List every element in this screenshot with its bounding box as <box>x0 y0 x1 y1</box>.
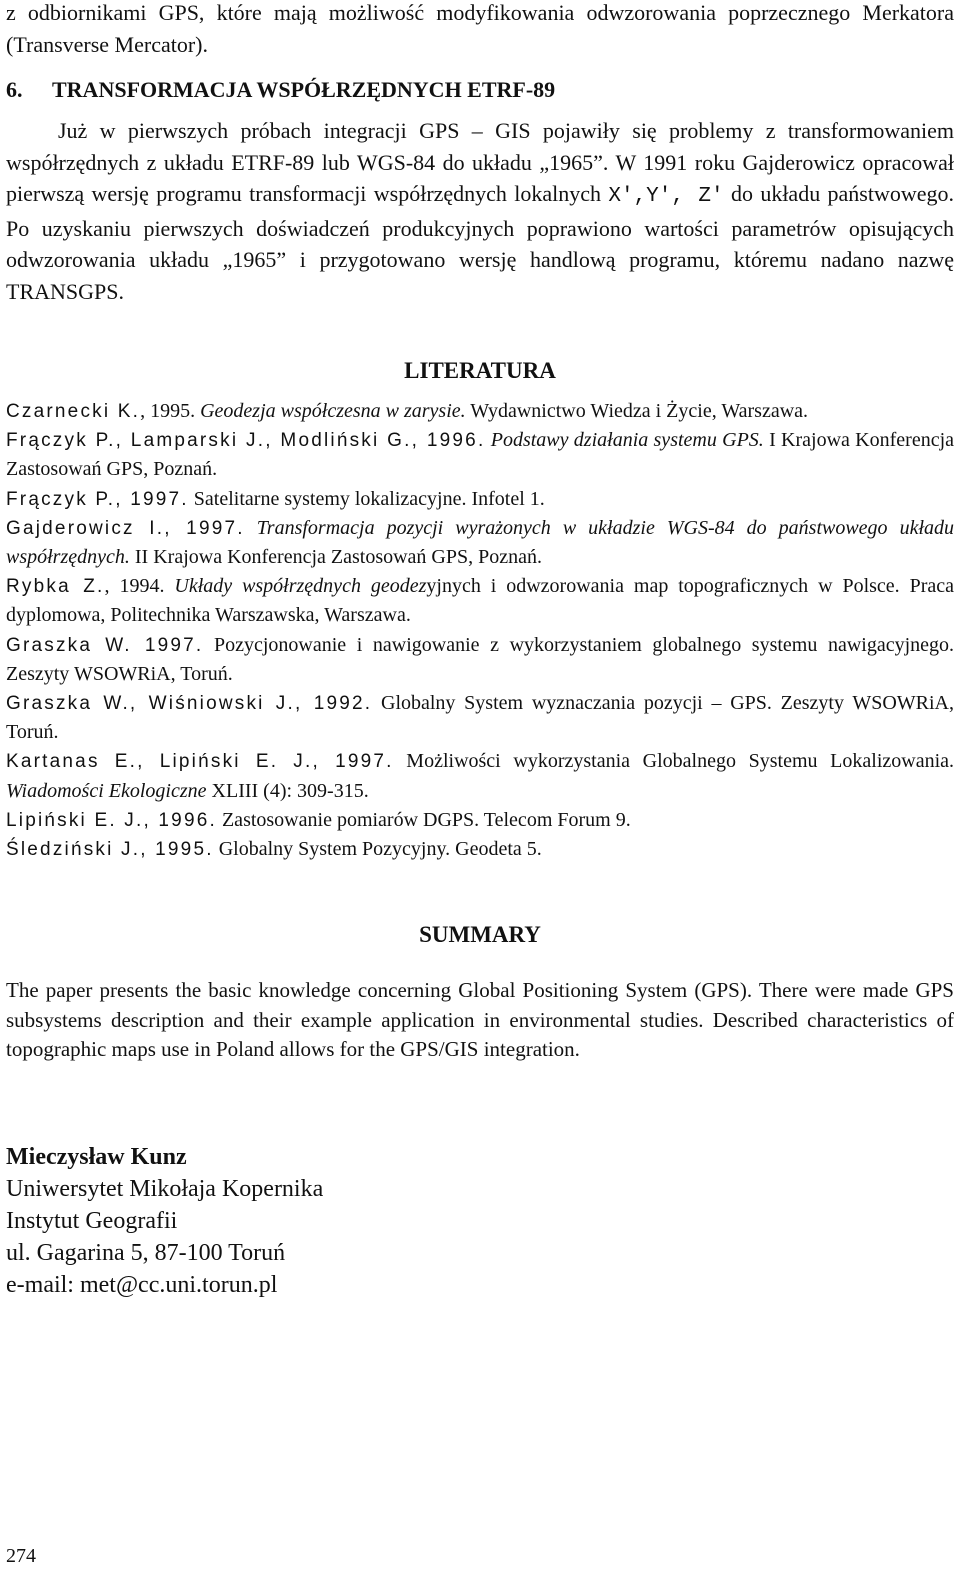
author-university: Uniwersytet Mikołaja Kopernika <box>6 1175 324 1202</box>
section-number: 6. <box>6 77 23 102</box>
intro-paragraph: z odbiornikami GPS, które mają możliwość modyfikowania odwzorowania poprzecznego Merkatora (Transverse Mercator). <box>6 0 954 57</box>
reference-journal-tail: XLIII (4): 309-315. <box>211 779 369 802</box>
author-address <box>6 1141 954 1301</box>
reference-item <box>6 426 954 484</box>
section-paragraph-part-a: Już w pierwszych próbach integracji GPS – GIS pojawiły się problemy z transformowaniem współrzędnych z układu ETRF-89 lub WGS-84 do układu „1965”. W 1991 roku Gajderowicz opracował pierwszą wersję programu transformacji współrzędnych lokalnych <box>6 118 954 206</box>
reference-title: Transformacja pozycji wyrażonych w układzie WGS-84 do państwowego układu współrzędnych. <box>6 516 955 569</box>
reference-list <box>6 397 954 864</box>
reference-rest: Możliwości wykorzystania Globalnego Systemu Lokalizowania. <box>406 750 954 773</box>
coordinate-symbols: X',Y', Z' <box>608 185 724 208</box>
reference-item <box>6 631 954 689</box>
author-email: e-mail: met@cc.uni.torun.pl <box>6 1271 278 1298</box>
reference-year: , 1995. <box>140 400 196 422</box>
section-heading <box>6 74 954 105</box>
reference-author: Frączyk P., 1997. <box>6 488 189 510</box>
reference-item <box>6 689 954 747</box>
reference-rest: Satelitarne systemy lokalizacyjne. Infotel 1. <box>193 487 545 510</box>
reference-author: Frączyk P., Lamparski J., Modliński G., 1996. <box>6 430 486 452</box>
reference-author: Graszka W., Wiśniowski J., 1992. <box>6 693 373 715</box>
reference-item <box>6 572 954 630</box>
reference-author: Lipiński E. J., 1996. <box>6 809 217 831</box>
reference-item <box>6 485 954 514</box>
summary-heading: SUMMARY <box>419 922 541 948</box>
literature-heading: LITERATURA <box>404 358 556 383</box>
reference-rest: II Krajowa Konferencja Zastosowań GPS, Poznań. <box>134 546 542 569</box>
summary-paragraph: The paper presents the basic knowledge concerning Global Positioning System (GPS). There were made GPS subsystems description and their example application in environmental studies. Described characteristics of topographic maps use in Poland allows for the GPS/GIS integration. <box>6 978 954 1062</box>
reference-item <box>6 514 954 572</box>
reference-title: Układy współrzędnych geodez <box>174 575 427 598</box>
reference-item <box>6 747 954 805</box>
reference-item <box>6 835 954 864</box>
reference-author: Śledziński J., 1995. <box>6 839 214 861</box>
reference-author: Gajderowicz I., 1997. <box>6 517 245 539</box>
reference-rest: Zastosowanie pomiarów DGPS. Telecom Forum 9. <box>221 808 631 831</box>
page-number: 274 <box>6 1545 36 1567</box>
reference-journal: Wiadomości Ekologiczne <box>6 779 207 802</box>
reference-author: Rybka Z. <box>6 576 105 598</box>
reference-author: Graszka W. 1997. <box>6 634 204 656</box>
reference-author: Kartanas E., Lipiński E. J., 1997. <box>6 751 394 773</box>
reference-year: , 1994. <box>104 575 165 598</box>
author-institute: Instytut Geografii <box>6 1207 178 1234</box>
reference-item <box>6 806 954 835</box>
reference-rest: yjnych i odwzorowania map topograficznych w Polsce. Praca dyplomowa, Politechnika Warszawska, Warszawa. <box>6 575 955 627</box>
section-title: TRANSFORMACJA WSPÓŁRZĘDNYCH ETRF-89 <box>52 77 556 102</box>
reference-rest: Globalny System Pozycyjny. Geodeta 5. <box>218 838 542 861</box>
reference-rest: Globalny System wyznaczania pozycji – GPS. Zeszyty WSOWRiA, Toruń. <box>6 692 954 744</box>
reference-rest: Wydawnictwo Wiedza i Życie, Warszawa. <box>470 400 809 422</box>
reference-item <box>6 397 954 426</box>
section-paragraph <box>6 115 954 307</box>
reference-rest: Pozycjonowanie i nawigowanie z wykorzystaniem globalnego systemu nawigacyjnego. Zeszyty WSOWRiA, Toruń. <box>6 633 955 685</box>
reference-author: Czarnecki K. <box>6 401 141 422</box>
author-street: ul. Gagarina 5, 87-100 Toruń <box>6 1239 286 1266</box>
section-paragraph-part-b: do układu państwowego. Po uzyskaniu pierwszych doświadczeń produkcyjnych poprawiono wartości parametrów opisujących odwzorowania układu „1965” i przygotowano wersję handlową programu, któremu nadano nazwę TRANSGPS. <box>6 181 955 304</box>
reference-title: Geodezja współczesna w zarysie. <box>200 400 466 422</box>
author-name: Mieczysław Kunz <box>6 1143 187 1170</box>
document-page <box>6 0 954 1577</box>
reference-rest: I Krajowa Konferencja Zastosowań GPS, Poznań. <box>6 429 955 481</box>
reference-title: Podstawy działania systemu GPS. <box>490 429 764 452</box>
